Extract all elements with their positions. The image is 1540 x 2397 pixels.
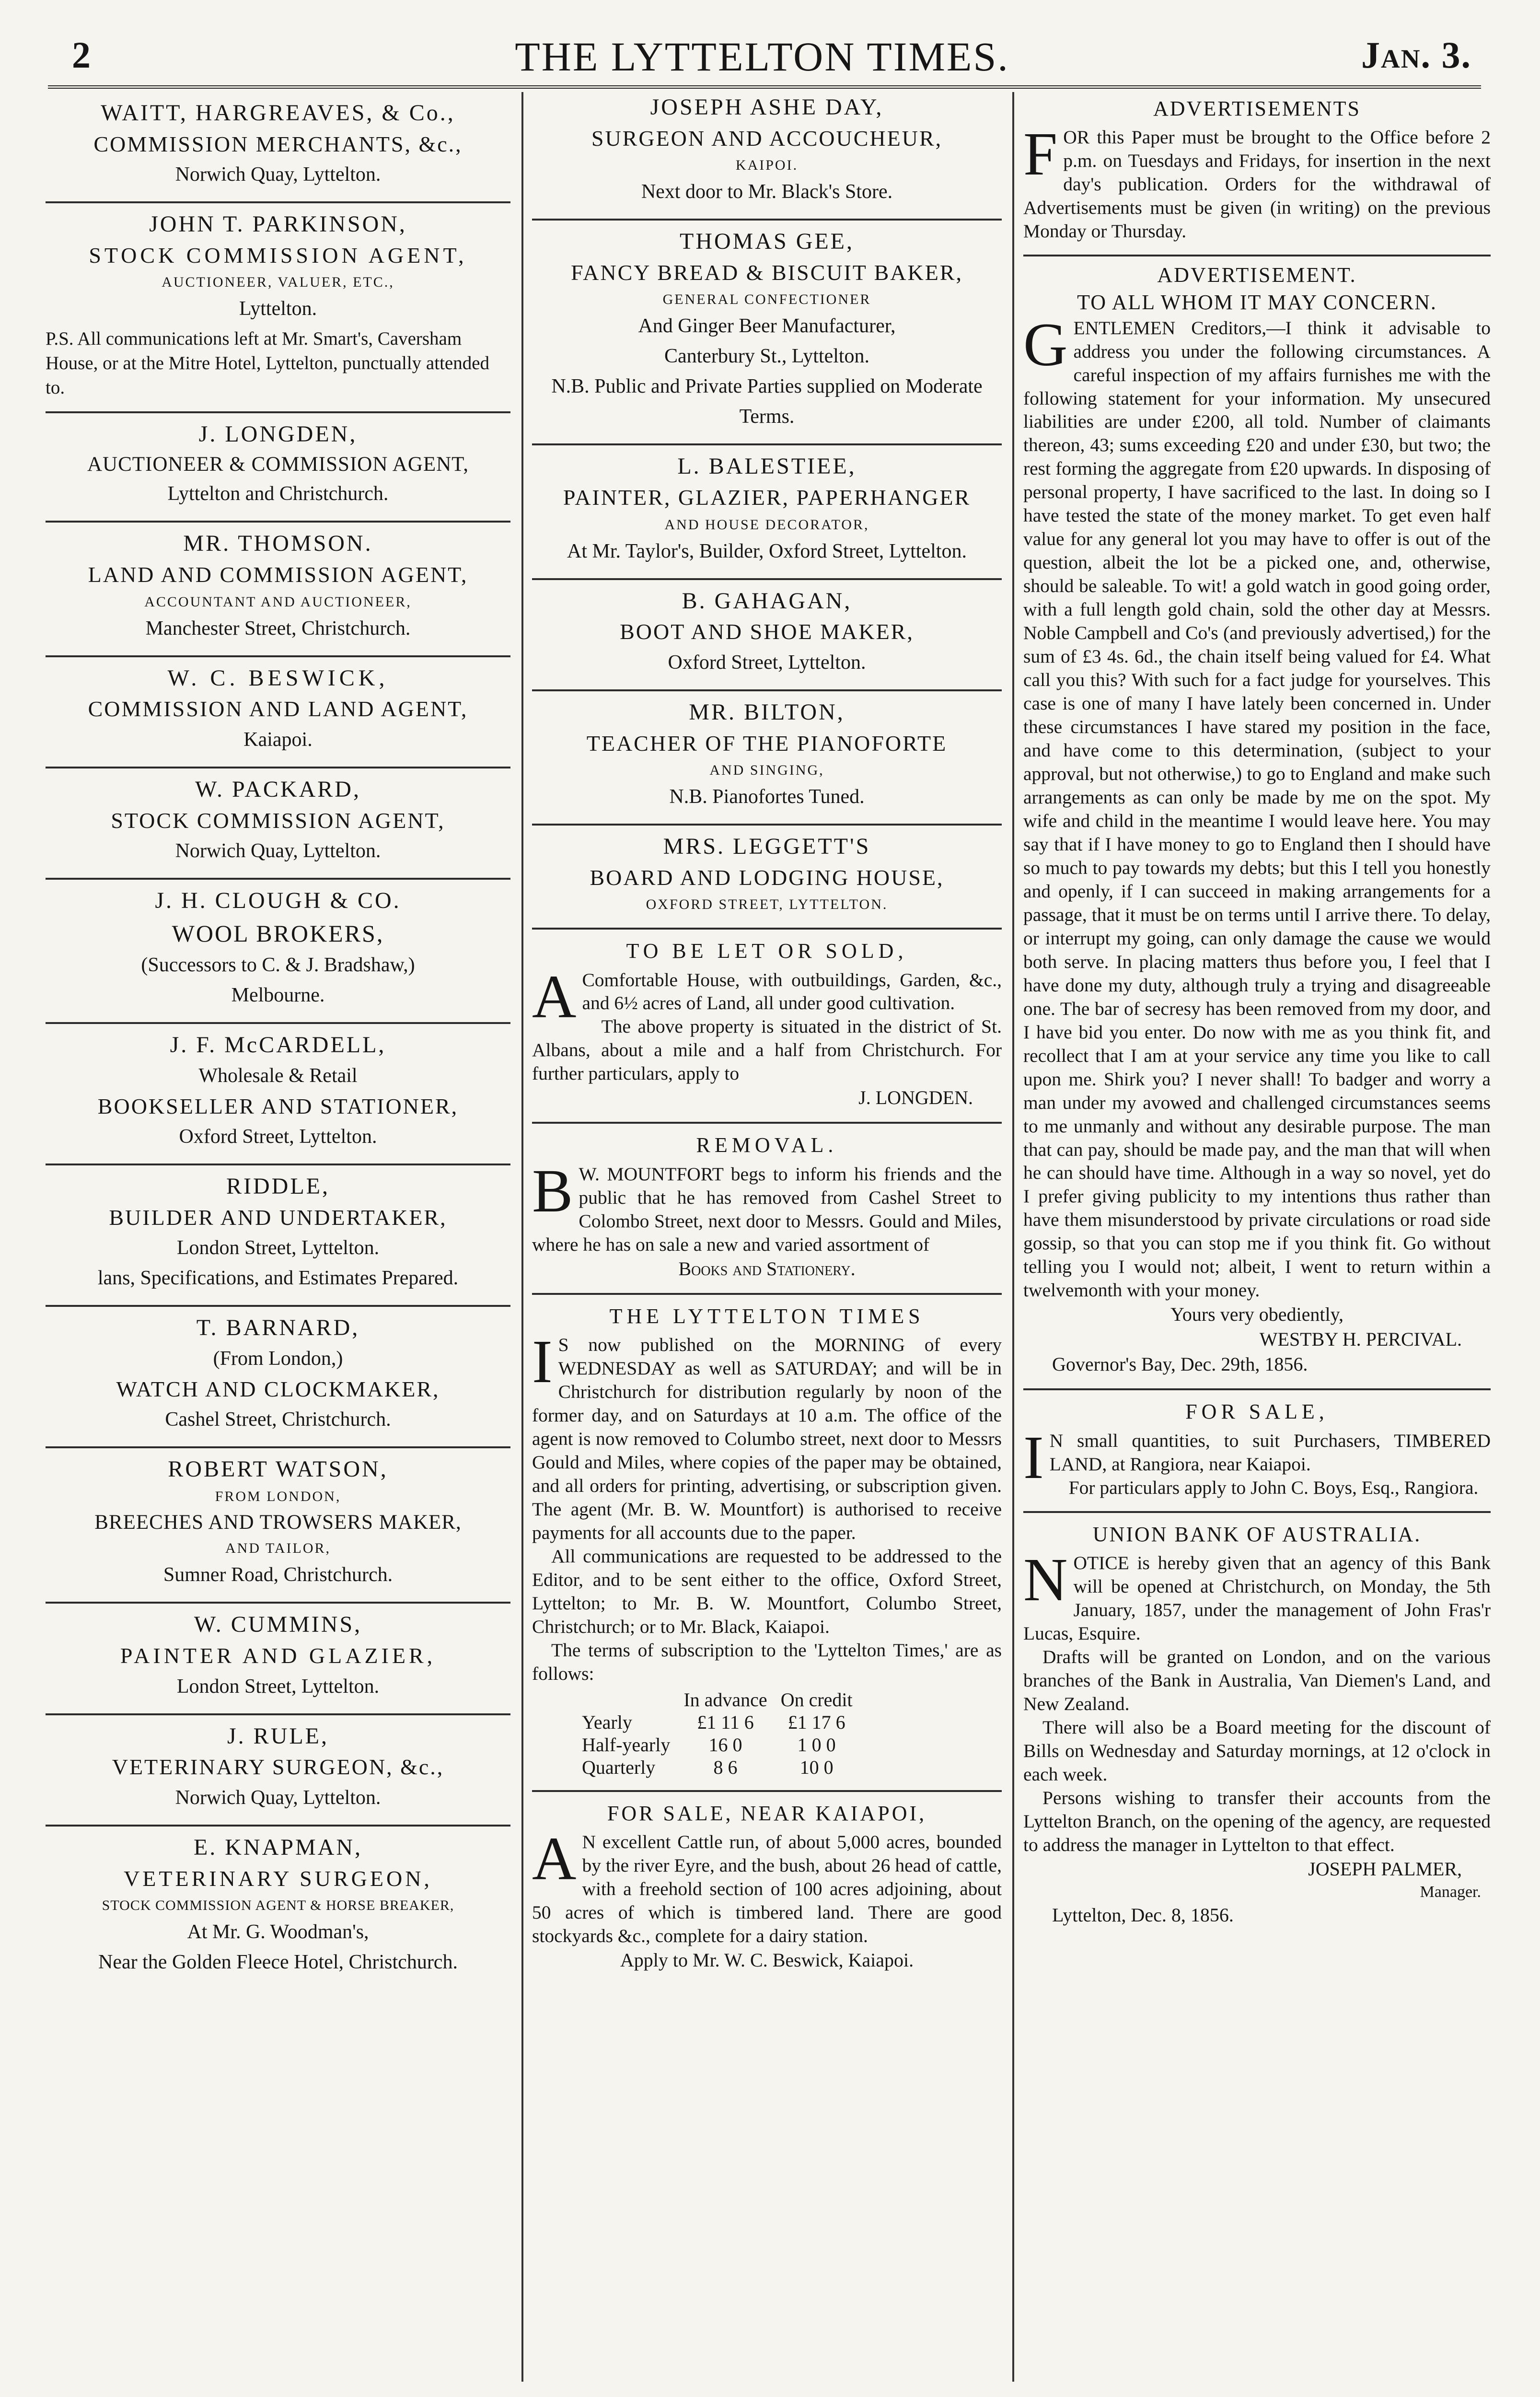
column-3 xyxy=(1023,92,1491,2382)
ad-name: J. F. McCARDELL, xyxy=(170,1032,386,1058)
notice-body-2: All communications are requested to be addressed to the Editor, and to be sent either to the office, Oxford Street, Lyttelton; to Mr. B. W. Mountfort, Columbo Street, Christchurch; or to Mr. Black, Kaiapoi. xyxy=(532,1545,1002,1637)
ad-subtitle: AND HOUSE DECORATOR, xyxy=(664,516,869,533)
drop-cap: I xyxy=(1023,1423,1044,1491)
ad-address: Kaiapoi. xyxy=(243,728,313,751)
ad-address: Lyttelton and Christchurch. xyxy=(167,483,389,505)
ad-address: OXFORD STREET, LYTTELTON. xyxy=(646,896,888,913)
notice-heading: TO BE LET OR SOLD, xyxy=(626,939,908,963)
ad-address: Oxford Street, Lyttelton. xyxy=(179,1125,377,1148)
ad-name: J. LONGDEN, xyxy=(198,421,358,447)
notice-body: N excellent Cattle run, of about 5,000 acres, bounded by the river Eyre, and the bush, about 26 head of cattle, with a freehold section of 100 acres adjoining, about 50 acres of which is timbered land. There are good stockyards &c., complete for a dairy station. xyxy=(532,1831,1002,1946)
ad-longden xyxy=(46,413,510,523)
ad-address: At Mr. G. Woodman's, xyxy=(187,1920,369,1943)
ad-trade: PAINTER AND GLAZIER, xyxy=(120,1643,436,1668)
ad-barnard xyxy=(46,1307,510,1448)
notice-heading: ADVERTISEMENT. xyxy=(1157,263,1357,287)
ad-name: ROBERT WATSON, xyxy=(168,1456,388,1482)
ad-address: Sumner Road, Christchurch. xyxy=(163,1564,393,1586)
column-rule xyxy=(1012,92,1014,2382)
ad-leggett xyxy=(532,826,1002,930)
ad-rule xyxy=(46,1715,510,1827)
ad-subtitle: (From London,) xyxy=(213,1347,343,1370)
ad-address: (Successors to C. & J. Bradshaw,) xyxy=(141,954,415,976)
notice-heading: ADVERTISEMENTS xyxy=(1153,97,1361,120)
ad-watson xyxy=(46,1448,510,1604)
ad-address: London Street, Lyttelton. xyxy=(176,1675,380,1698)
ad-name: THOMAS GEE, xyxy=(680,229,854,255)
ad-name: E. KNAPMAN, xyxy=(193,1834,362,1860)
drop-cap: A xyxy=(532,1824,577,1893)
notice-heading: UNION BANK OF AUSTRALIA. xyxy=(1092,1522,1422,1546)
ad-name: MR. THOMSON. xyxy=(183,531,373,557)
ad-address-2: Melbourne. xyxy=(231,984,325,1006)
notice-body: S now published on the MORNING of every WEDNESDAY as well as SATURDAY; and will be in Christchurch for distribution regularly by noon of the former day, and on Saturdays at 10 a.m. The office of the agent is now removed to Columbo street, next door to Messrs Gould and Miles, where copies of the paper may be obtained, and all orders for printing, advertising, or subscription given. The agent (Mr. B. W. Mountfort) is authorised to receive payments for all accounts due to the paper. xyxy=(532,1334,1002,1543)
ad-address-2: Near the Golden Fleece Hotel, Christchurch. xyxy=(98,1951,458,1973)
notice-place-date: Lyttelton, Dec. 8, 1856. xyxy=(1052,1904,1234,1926)
ad-gahagan xyxy=(532,580,1002,691)
ad-line: Wholesale & Retail xyxy=(198,1064,358,1087)
ad-name: T. BARNARD, xyxy=(196,1315,360,1341)
ad-name: W. CUMMINS, xyxy=(194,1612,362,1638)
notice-body-3: There will also be a Board meeting for the discount of Bills on Wednesday and Saturday mornings, at 12 o'clock in each week. xyxy=(1023,1716,1491,1785)
ad-subtitle-2: AND TAILOR, xyxy=(225,1540,331,1557)
table-row: Yearly £1 11 6 £1 17 6 xyxy=(582,1711,845,1733)
table-row: Half-yearly 16 0 1 0 0 xyxy=(582,1734,836,1756)
ad-mccardell xyxy=(46,1024,510,1165)
ad-address: London Street, Lyttelton. xyxy=(176,1237,380,1259)
ad-name: MRS. LEGGETT'S xyxy=(663,833,871,859)
ad-trade: BOOT AND SHOE MAKER, xyxy=(620,619,914,644)
ad-trade: COMMISSION AND LAND AGENT, xyxy=(88,697,468,721)
notice-body: OTICE is hereby given that an agency of this Bank will be opened at Christchurch, on Monday, the 5th January, 1857, under the management of John Fras'r Lucas, Esquire. xyxy=(1023,1552,1491,1644)
column-2 xyxy=(532,92,1002,2382)
drop-cap: F xyxy=(1023,120,1058,188)
notice-body: Comfortable House, with outbuildings, Garden, &c., and 6½ acres of Land, all under good cultivation. xyxy=(582,969,1002,1014)
notice-for-sale xyxy=(1023,1390,1491,1513)
ad-trade: WOOL BROKERS, xyxy=(172,919,384,947)
drop-cap: A xyxy=(532,962,577,1031)
ad-line: And Ginger Beer Manufacturer, xyxy=(638,315,896,337)
notice-heading: REMOVAL. xyxy=(696,1133,838,1157)
column-1 xyxy=(46,92,510,2382)
column-rule xyxy=(521,92,523,2382)
ad-balestiee xyxy=(532,445,1002,580)
newspaper-title: THE LYTTELTON TIMES. xyxy=(515,34,1009,80)
ad-address: Norwich Quay, Lyttelton. xyxy=(175,839,381,862)
ad-trade: TEACHER OF THE PIANOFORTE xyxy=(586,731,948,756)
ad-subtitle: GENERAL CONFECTIONER xyxy=(662,291,871,308)
ad-subtitle: ACCOUNTANT AND AUCTIONEER, xyxy=(144,593,412,610)
page-number: 2 xyxy=(72,34,91,76)
ad-name: W. C. BESWICK, xyxy=(167,665,389,691)
ad-trade: SURGEON AND ACCOUCHEUR, xyxy=(591,126,943,151)
ad-address: Cashel Street, Christchurch. xyxy=(165,1408,391,1431)
ad-name: WAITT, HARGREAVES, & Co., xyxy=(101,100,455,126)
ad-trade: STOCK COMMISSION AGENT, xyxy=(89,243,467,268)
drop-cap: I xyxy=(532,1327,553,1396)
table-header: On credit xyxy=(780,1688,853,1710)
ad-subtitle: AND SINGING, xyxy=(709,762,824,778)
notice-signature: J. LONGDEN. xyxy=(858,1087,973,1109)
ad-subtitle: KAIPOI. xyxy=(735,157,799,174)
ad-subtitle: AUCTIONEER, VALUER, ETC., xyxy=(162,274,394,291)
subscription-table xyxy=(575,1688,859,1779)
ad-clough xyxy=(46,880,510,1024)
ad-note: N.B. Pianofortes Tuned. xyxy=(669,785,865,808)
ad-address: Manchester Street, Christchurch. xyxy=(145,617,411,640)
ad-address: Norwich Quay, Lyttelton. xyxy=(175,163,381,186)
ad-trade: BREECHES AND TROWSERS MAKER, xyxy=(94,1511,462,1534)
ad-trade: FANCY BREAD & BISCUIT BAKER, xyxy=(571,260,963,285)
notice-subheading: TO ALL WHOM IT MAY CONCERN. xyxy=(1077,291,1437,314)
notice-signature: WESTBY H. PERCIVAL. xyxy=(1259,1328,1462,1350)
notice-removal xyxy=(532,1124,1002,1294)
table-header: In advance xyxy=(683,1688,767,1710)
ad-subtitle: STOCK COMMISSION AGENT & HORSE BREAKER, xyxy=(102,1897,454,1913)
issue-date: Jan. 3. xyxy=(1361,34,1471,76)
ad-name: W. PACKARD, xyxy=(195,776,361,802)
ad-bilton xyxy=(532,691,1002,826)
notice-near-kaiapoi xyxy=(532,1792,1002,1984)
notice-body-4: Persons wishing to transfer their accounts from the Lyttelton Branch, on the opening of the agency, are requested to address the manager in Lyttelton to that effect. xyxy=(1023,1787,1491,1855)
page-header xyxy=(53,29,1471,81)
ad-ashe-day xyxy=(532,92,1002,221)
ad-thomson xyxy=(46,523,510,657)
notice-union-bank xyxy=(1023,1513,1491,1939)
notice-body-2: For particulars apply to John C. Boys, Esq., Rangiora. xyxy=(1068,1477,1479,1498)
ad-note: N.B. Public and Private Parties supplied on Moderate Terms. xyxy=(551,375,983,428)
ad-trade: COMMISSION MERCHANTS, &c., xyxy=(93,131,463,156)
ad-trade: WATCH AND CLOCKMAKER, xyxy=(116,1376,440,1401)
ad-name: J. H. CLOUGH & CO. xyxy=(155,887,401,913)
ad-address-2: lans, Specifications, and Estimates Prepared. xyxy=(97,1267,459,1290)
ad-note: P.S. All communications left at Mr. Smart's, Caversham House, or at the Mitre Hotel, Lyttelton, punctually attended to. xyxy=(46,328,490,398)
notice-signature: Apply to Mr. W. C. Beswick, Kaiapoi. xyxy=(620,1949,914,1971)
notice-heading: FOR SALE, xyxy=(1185,1400,1329,1424)
notice-body-3: The terms of subscription to the 'Lyttelton Times,' are as follows: xyxy=(532,1639,1002,1684)
notice-body-2: The above property is situated in the district of St. Albans, about a mile and a half from Christchurch. For further particulars, apply to xyxy=(532,1016,1002,1084)
notice-heading: FOR SALE, NEAR KAIAPOI, xyxy=(607,1801,927,1825)
ad-subtitle: FROM LONDON, xyxy=(215,1489,341,1505)
ad-name: L. BALESTIEE, xyxy=(677,454,857,479)
ad-trade: BOOKSELLER AND STATIONER, xyxy=(97,1094,459,1118)
ad-trade: AUCTIONEER & COMMISSION AGENT, xyxy=(87,453,469,476)
ad-trade: STOCK COMMISSION AGENT, xyxy=(111,808,445,833)
notice-body: N small quantities, to suit Purchasers, TIMBERED LAND, at Rangiora, near Kaiapoi. xyxy=(1049,1430,1491,1475)
ad-name: J. RULE, xyxy=(227,1723,329,1749)
ad-trade: VETERINARY SURGEON, &c., xyxy=(112,1755,444,1780)
ad-address: Norwich Quay, Lyttelton. xyxy=(175,1786,381,1809)
ad-address: At Mr. Taylor's, Builder, Oxford Street, Lyttelton. xyxy=(567,540,967,562)
ad-gee xyxy=(532,221,1002,445)
table-row: Quarterly 8 6 10 0 xyxy=(582,1756,834,1778)
ad-knapman xyxy=(46,1827,510,1989)
ad-trade: BUILDER AND UNDERTAKER, xyxy=(109,1205,447,1230)
ad-packard xyxy=(46,768,510,880)
header-rule xyxy=(48,85,1481,91)
ad-address: Next door to Mr. Black's Store. xyxy=(641,181,893,203)
notice-signature: JOSEPH PALMER, xyxy=(1308,1858,1462,1880)
ad-address: Canterbury St., Lyttelton. xyxy=(664,345,870,368)
notice-role: Manager. xyxy=(1420,1883,1481,1901)
drop-cap: B xyxy=(532,1156,573,1225)
notice-body: ENTLEMEN Creditors,—I think it advisable to address you under the following circumstances. A careful inspection of my affairs furnishes me with the following statement for your information. My unsecured liabilities are under £200, all told. Number of claimants thereon, 43; sums exceeding £20 and under £30, but two; the rest forming the aggregate from £20 upwards. In disposing of personal property, I have sacrificed to the last. In doing so I have tested the state of the money market. To get even half value for any general lot you may have to offer is out of the question, albeit the lot be a picked one, and, otherwise, should be saleable. To wit! a gold watch in good going order, with a full length gold chain, sold the other day at Messrs. Noble Campbell and Co's (and previously advertised,) for the sum of £3 4s. 6d., the chain itself being valued for £4. What call you this? With such for a fact judge for yourselves. This case is one of many I have lately been concerned in. Under these circumstances I have stared my position in the face, and have come to this determination, (subject to your approval, but not otherwise,) to go to England and make such arrangements as can only be made by me on the spot. My wife and child in the meantime I would leave here. You may say that if I have money to go to England then I should have so much to pay towards my debts; but this I tell you honestly and openly, if I can succeed in making arrangements for a passage, that it must be on terms until I arrive there. To delay, or interrupt my going, can only damage the cause we would both serve. In placing matters thus before you, I feel that I have done my duty, although truly a trying and disagreeable one. The bar of secresy has been removed from my door, and I have bid you enter. Do now with me as you think fit, and recollect that I am at your service any time you like to call upon me. Shirk you? I never shall! To badger and worry a man under my avowed and challenged circumstances seems to me unmanly and without any desirable purpose. The man that can pay, should be made pay, and the man that will when he can should have time. Although in a way so novel, yet do I prefer giving publicity to my intentions thus rather than have them misunderstood by private circulations or road side gossip, so that you can stop me if you think fit. Go without telling you I would not; albeit, I went to return within a twelvemonth with your money. xyxy=(1023,317,1491,1301)
notice-line: Books and Stationery. xyxy=(678,1257,856,1280)
ad-trade: LAND AND COMMISSION AGENT, xyxy=(88,562,468,587)
notice-body: OR this Paper must be brought to the Office before 2 p.m. on Tuesdays and Fridays, for insertion in the next day's publication. Orders for the withdrawal of Advertisements must be given (in writing) on the previous Monday or Thursday. xyxy=(1023,127,1491,242)
ad-trade: VETERINARY SURGEON, xyxy=(124,1866,432,1891)
ad-name: RIDDLE, xyxy=(226,1173,330,1199)
ad-cummins xyxy=(46,1604,510,1715)
ad-name: MR. BILTON, xyxy=(689,699,845,725)
ad-riddle xyxy=(46,1165,510,1307)
drop-cap: G xyxy=(1023,310,1068,379)
ad-name: B. GAHAGAN, xyxy=(682,588,852,614)
notice-advertisements xyxy=(1023,92,1491,256)
notice-place-date: Governor's Bay, Dec. 29th, 1856. xyxy=(1052,1353,1308,1375)
ad-name: JOHN T. PARKINSON, xyxy=(149,211,407,237)
ad-trade: PAINTER, GLAZIER, PAPERHANGER xyxy=(563,485,971,510)
notice-closing: Yours very obediently, xyxy=(1170,1303,1344,1326)
notice-to-whom-it-may-concern xyxy=(1023,256,1491,1390)
ad-address: Oxford Street, Lyttelton. xyxy=(668,651,866,674)
ad-name: JOSEPH ASHE DAY, xyxy=(650,94,884,120)
ad-trade: BOARD AND LODGING HOUSE, xyxy=(590,865,944,890)
ad-waitt xyxy=(46,92,510,203)
notice-lyttelton-times xyxy=(532,1295,1002,1792)
ad-beswick xyxy=(46,657,510,768)
notice-heading: THE LYTTELTON TIMES xyxy=(609,1304,925,1328)
ad-address: Lyttelton. xyxy=(239,298,317,320)
notice-to-let xyxy=(532,930,1002,1124)
drop-cap: N xyxy=(1023,1545,1068,1614)
notice-body: W. MOUNTFORT begs to inform his friends and the public that he has removed from Cashel Street to Colombo Street, next door to Messrs. Gould and Miles, where he has on sale a new and varied assortment of xyxy=(532,1163,1002,1255)
notice-body-2: Drafts will be granted on London, and on the various branches of the Bank in Australia, Van Diemen's Land, and New Zealand. xyxy=(1023,1646,1491,1714)
ad-parkinson xyxy=(46,203,510,413)
